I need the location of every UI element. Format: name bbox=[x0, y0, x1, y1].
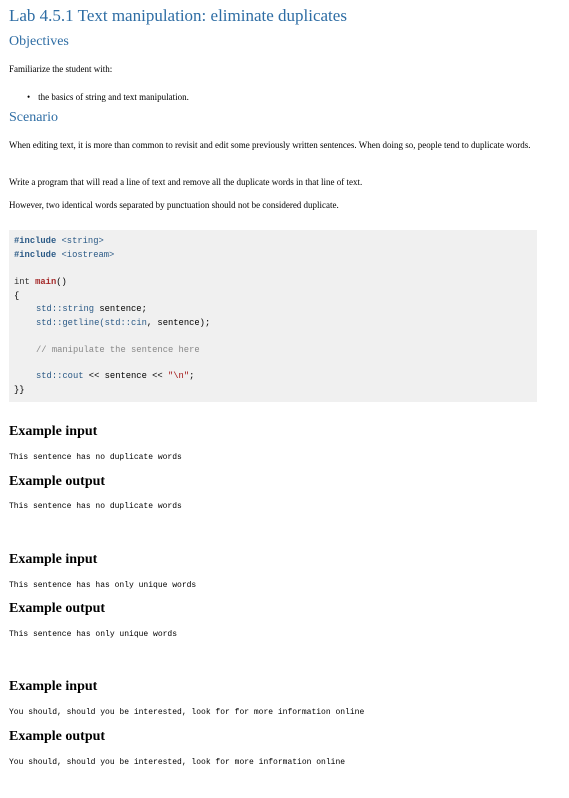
code-text: ; bbox=[189, 371, 195, 381]
example-input-text: You should, should you be interested, look for for more information online bbox=[9, 708, 365, 717]
page-title: Lab 4.5.1 Text manipulation: eliminate duplicates bbox=[9, 6, 347, 25]
code-text: << sentence << bbox=[83, 371, 168, 381]
code-line-main bbox=[14, 277, 67, 287]
code-namespace-obj: std::cout bbox=[36, 371, 84, 381]
code-line-include-iostream bbox=[14, 250, 114, 260]
scenario-paragraph: However, two identical words separated by punctuation should not be considered duplicate. bbox=[9, 200, 339, 210]
code-parens: () bbox=[56, 277, 67, 287]
example-input-text: This sentence has has only unique words bbox=[9, 581, 197, 590]
code-function: std::getline( bbox=[36, 318, 105, 328]
code-line-declaration bbox=[36, 304, 147, 314]
code-type: int bbox=[14, 277, 30, 287]
objectives-intro: Familiarize the student with: bbox=[9, 64, 113, 74]
code-line-include-string bbox=[14, 236, 104, 246]
example-output-text: This sentence has only unique words bbox=[9, 630, 178, 639]
code-directive: #include bbox=[14, 236, 57, 246]
code-line-close-brace: }} bbox=[14, 385, 25, 395]
code-line-getline bbox=[36, 318, 210, 328]
code-string-literal: "\n" bbox=[167, 371, 190, 381]
code-header: <string> bbox=[61, 236, 104, 246]
code-namespace-obj: std::cin bbox=[104, 318, 147, 328]
code-header: <iostream> bbox=[61, 250, 115, 260]
code-line-comment: // manipulate the sentence here bbox=[36, 345, 200, 355]
example-output-text: You should, should you be interested, look for more information online bbox=[9, 758, 346, 767]
objectives-bullet-item: the basics of string and text manipulation. bbox=[38, 92, 189, 102]
code-block bbox=[9, 230, 537, 402]
example-input-heading: Example input bbox=[9, 552, 98, 567]
code-text: , sentence); bbox=[146, 318, 211, 328]
code-namespace-type: std::string bbox=[36, 304, 95, 314]
example-input-text: This sentence has no duplicate words bbox=[9, 453, 182, 462]
example-input-heading: Example input bbox=[9, 679, 98, 694]
scenario-paragraph: When editing text, it is more than common to revisit and edit some previously written sentences. When doing so, people tend to duplicate words. bbox=[9, 140, 531, 150]
objectives-bullet-list bbox=[27, 87, 189, 105]
example-output-heading: Example output bbox=[9, 474, 106, 489]
example-output-text: This sentence has no duplicate words bbox=[9, 502, 182, 511]
scenario-heading: Scenario bbox=[9, 110, 58, 125]
scenario-paragraph: Write a program that will read a line of text and remove all the duplicate words in that line of text. bbox=[9, 177, 363, 187]
code-function-name: main bbox=[35, 277, 57, 287]
code-line-cout bbox=[36, 371, 194, 381]
example-input-heading: Example input bbox=[9, 424, 98, 439]
example-output-heading: Example output bbox=[9, 729, 106, 744]
objectives-heading: Objectives bbox=[9, 34, 69, 49]
code-text: sentence; bbox=[94, 304, 147, 314]
example-output-heading: Example output bbox=[9, 601, 106, 616]
bullet-dot: • bbox=[27, 92, 31, 102]
code-directive: #include bbox=[14, 250, 57, 260]
code-line-open-brace: { bbox=[14, 291, 20, 301]
